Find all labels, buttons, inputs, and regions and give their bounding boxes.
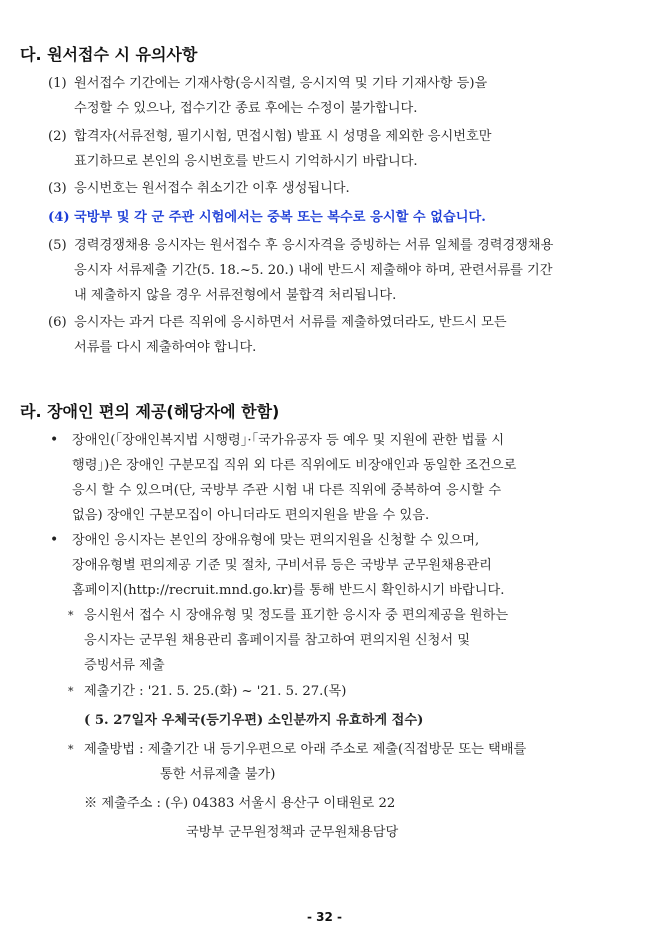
section-heading-ra: 라. 장애인 편의 제공(해당자에 한함) (20, 402, 280, 421)
item-number: (5) (48, 238, 67, 253)
item-number: (4) (48, 210, 70, 225)
page-number: - 32 - (306, 910, 342, 924)
item-text: 수정할 수 있으나, 접수기간 종료 후에는 수정이 불가합니다. (74, 101, 418, 116)
asterisk-icon: * (68, 743, 74, 756)
item-text: 응시자 서류제출 기간(5. 18.~5. 20.) 내에 반드시 제출해야 하며, 관련서류를 기간 (74, 263, 553, 278)
item-text: 국방부 및 각 군 주관 시험에서는 중복 또는 복수로 응시할 수 없습니다. (74, 210, 486, 225)
item-number: (6) (48, 315, 67, 330)
item-text: 응시번호는 원서접수 취소기간 이후 생성됩니다. (74, 181, 350, 196)
note-item (68, 603, 640, 678)
item-text: 서류를 다시 제출하여야 합니다. (74, 340, 257, 355)
note-text: 응시자는 군무원 채용관리 홈페이지를 참고하여 편의지원 신청서 및 (84, 633, 471, 648)
list-item (48, 176, 644, 201)
bullet-icon: • (50, 532, 59, 548)
item-number: (2) (48, 129, 67, 144)
submission-period: 제출기간 : '21. 5. 25.(화) ~ '21. 5. 27.(목) (84, 684, 347, 699)
list-item (48, 233, 644, 308)
list-item (48, 310, 644, 360)
submission-method-cont: 통한 서류제출 불가) (160, 767, 276, 782)
note-item (68, 737, 640, 762)
bullet-text: 장애인 응시자는 본인의 장애유형에 맞는 편의지원을 신청할 수 있으며, (72, 533, 480, 548)
bullet-text: 홈페이지(http://recruit.mnd.go.kr)를 통해 반드시 확인하시기 바랍니다. (72, 583, 505, 598)
item-text: 내 제출하지 않을 경우 서류전형에서 불합격 처리됩니다. (74, 288, 397, 303)
submission-note: ( 5. 27일자 우체국(등기우편) 소인분까지 유효하게 접수) (84, 713, 424, 728)
note-item (68, 679, 640, 704)
note-text: 증빙서류 제출 (84, 658, 165, 673)
bullet-text: 행령」)은 장애인 구분모집 직위 외 다른 직위에도 비장애인과 동일한 조건으로 (72, 458, 517, 473)
item-text: 경력경쟁채용 응시자는 원서접수 후 응시자격을 증빙하는 서류 일체를 경력경쟁채용 (74, 238, 554, 253)
bullet-text: 장애인(「장애인복지법 시행령」·「국가유공자 등 예우 및 지원에 관한 법률 시 (72, 433, 505, 448)
asterisk-icon: * (68, 685, 74, 698)
list-item (48, 71, 644, 121)
item-text: 응시자는 과거 다른 직위에 응시하면서 서류를 제출하였더라도, 반드시 모든 (74, 315, 507, 330)
submission-address-dept: 국방부 군무원정책과 군무원채용담당 (186, 825, 399, 840)
item-number: (3) (48, 181, 67, 196)
bullet-item (50, 528, 640, 603)
item-text: 원서접수 기간에는 기재사항(응시직렬, 응시지역 및 기타 기재사항 등)을 (74, 76, 488, 91)
bullet-text: 장애유형별 편의제공 기준 및 절차, 구비서류 등은 국방부 군무원채용관리 (72, 558, 492, 573)
note-text: 응시원서 접수 시 장애유형 및 정도를 표기한 응시자 중 편의제공을 원하는 (84, 608, 509, 623)
item-number: (1) (48, 76, 67, 91)
list-item (48, 124, 644, 174)
bullet-text: 없음) 장애인 구분모집이 아니더라도 편의지원을 받을 수 있음. (72, 508, 430, 523)
submission-method: 제출방법 : 제출기간 내 등기우편으로 아래 주소로 제출(직접방문 또는 택배를 (84, 742, 527, 757)
asterisk-icon: * (68, 609, 74, 622)
item-text: 표기하므로 본인의 응시번호를 반드시 기억하시기 바랍니다. (74, 154, 418, 169)
submission-address: ※ 제출주소 : (우) 04383 서울시 용산구 이태원로 22 (84, 796, 396, 811)
item-text: 합격자(서류전형, 필기시험, 면접시험) 발표 시 성명을 제외한 응시번호만 (74, 129, 492, 144)
bullet-icon: • (50, 432, 59, 448)
bullet-text: 응시 할 수 있으며(단, 국방부 주관 시험 내 다른 직위에 중복하여 응시할 수 (72, 483, 502, 498)
bullet-item (50, 428, 640, 528)
list-item-highlighted (48, 205, 644, 230)
section-heading-da: 다. 원서접수 시 유의사항 (20, 45, 198, 64)
